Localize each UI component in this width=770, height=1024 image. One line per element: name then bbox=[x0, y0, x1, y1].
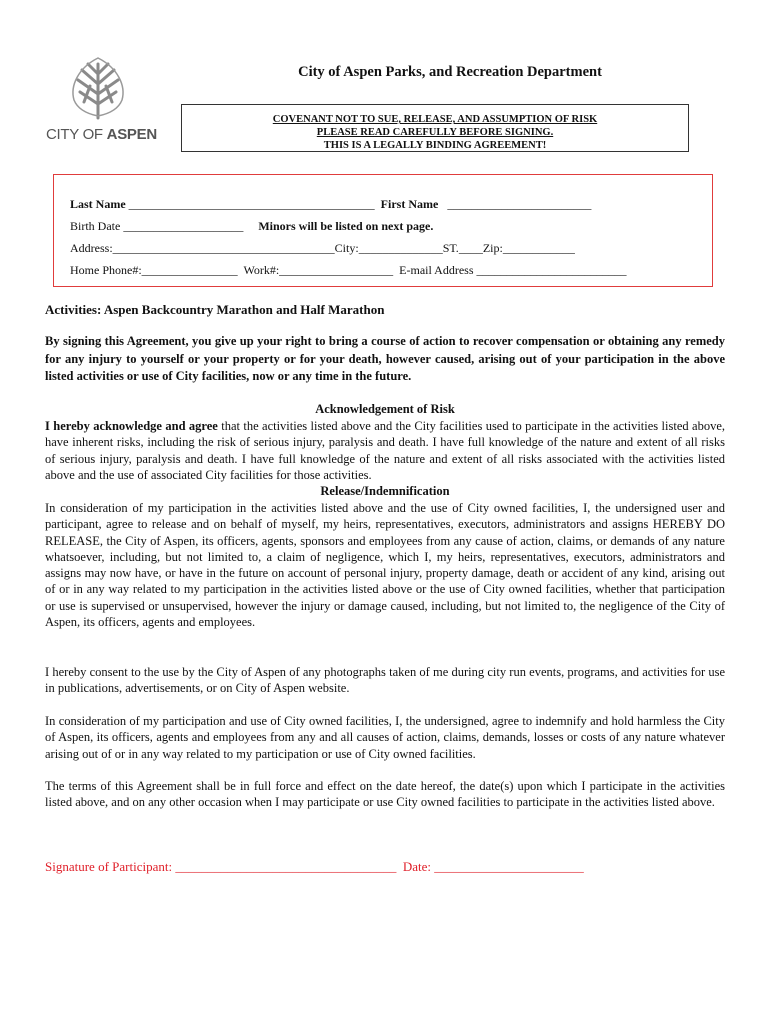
work-phone-label: Work#: bbox=[243, 263, 280, 277]
email-field[interactable]: _________________________ bbox=[476, 263, 627, 277]
acknowledgement-heading: Acknowledgement of Risk bbox=[315, 402, 455, 416]
birth-date-row bbox=[70, 219, 433, 234]
signature-field[interactable]: __________________________________ bbox=[175, 859, 397, 874]
date-label: Date: bbox=[396, 859, 435, 874]
release-paragraph: In consideration of my participation in the activities listed above and the use of City owned facilities, I, the undersigned user and participant, agree to release and on behalf of myself, my heirs, representatives, executors, administrators and assigns HEREBY DO RELEASE, the City of Aspen, its officers, agents, sponsors and employees from any cause of action, claims, or demands of any nature whatsoever, including, but not limited to, a claim of negligence, which I, my heirs, representatives, executors, administrators and assigns may now have, or have in the future on account of personal injury, property damage, death or accident of any kind, arising out of or in any way related to my participation in the activities listed above or the use of City owned facilities, whether that participation or use is supervised or unsupervised, however the injury or damage caused, including, but not limited to, the negligence of the City of Aspen, its officers, agents and employees. bbox=[45, 501, 725, 630]
home-phone-field[interactable]: ________________ bbox=[141, 263, 238, 277]
aspen-leaf-logo-icon bbox=[68, 56, 128, 122]
last-name-field[interactable]: _________________________________________ bbox=[128, 197, 375, 211]
terms-paragraph: The terms of this Agreement shall be in full force and effect on the date hereof, the date(s) upon which I participate in the activities listed above, and on any other occasion when I may participate or use City owned facilities to participate in the activities listed above. bbox=[45, 779, 725, 810]
minors-note: Minors will be listed on next page. bbox=[258, 219, 434, 233]
covenant-line-1: COVENANT NOT TO SUE, RELEASE, AND ASSUMPTION OF RISK bbox=[272, 114, 598, 125]
zip-field[interactable]: ____________ bbox=[502, 241, 575, 255]
photo-consent-paragraph: I hereby consent to the use by the City of Aspen of any photographs taken of me during city run events, programs, and activities for use in publications, advertisements, or on City of Aspen website. bbox=[45, 665, 725, 696]
state-label: ST. bbox=[442, 241, 459, 255]
city-label: City: bbox=[334, 241, 359, 255]
city-field[interactable]: ______________ bbox=[358, 241, 443, 255]
acknowledgement-paragraph bbox=[45, 418, 725, 483]
signature-label: Signature of Participant: bbox=[45, 859, 176, 874]
first-name-label: First Name bbox=[380, 197, 439, 211]
acknowledgement-lead: I hereby acknowledge and agree bbox=[45, 419, 218, 433]
home-phone-label: Home Phone#: bbox=[70, 263, 142, 277]
indemnify-paragraph: In consideration of my participation and use of City owned facilities, I, the undersigned, agree to indemnify and hold harmless the City of Aspen, its officers, agents and employees from any and all causes of action, claims, demands, losses or costs of any nature whatever arising out of or in any way related to my participation or use of City owned facilities. bbox=[45, 714, 725, 761]
name-row bbox=[70, 197, 591, 212]
covenant-line-3: THIS IS A LEGALLY BINDING AGREEMENT! bbox=[323, 140, 547, 151]
department-title: City of Aspen Parks, and Recreation Department bbox=[298, 64, 602, 80]
activities-line: Activities: Aspen Backcountry Marathon and Half Marathon bbox=[45, 302, 385, 317]
birth-date-field[interactable]: ____________________ bbox=[123, 219, 244, 233]
city-of-aspen-logo bbox=[46, 56, 157, 152]
birth-date-label: Birth Date bbox=[70, 219, 121, 233]
last-name-label: Last Name bbox=[70, 197, 126, 211]
phone-row bbox=[70, 263, 627, 278]
rights-warning: By signing this Agreement, you give up your right to bring a course of action to recover compensation or obtaining any remedy for any injury to yourself or your property or for your death, however caused, arising out of your participation in the above listed activities or use of City facilities, now or any time in the future. bbox=[45, 334, 725, 383]
signature-line bbox=[45, 859, 584, 875]
participant-info-box bbox=[53, 174, 713, 287]
address-field[interactable]: _____________________________________ bbox=[112, 241, 335, 255]
state-field[interactable]: ____ bbox=[458, 241, 483, 255]
covenant-line-2: PLEASE READ CAREFULLY BEFORE SIGNING. bbox=[316, 127, 554, 138]
address-label: Address: bbox=[70, 241, 113, 255]
first-name-field[interactable]: ________________________ bbox=[447, 197, 592, 211]
date-field[interactable]: _______________________ bbox=[434, 859, 584, 874]
release-heading: Release/Indemnification bbox=[320, 484, 450, 498]
email-label: E-mail Address bbox=[399, 263, 474, 277]
zip-label: Zip: bbox=[482, 241, 503, 255]
covenant-notice-box bbox=[181, 104, 689, 152]
acknowledgement-text: that the activities listed above and the City facilities used to participate in the activities listed above, have inherent risks, including the risk of serious injury, paralysis and death. I have full knowledge of the nature and extent of all risks of serious injury, paralysis and death. I have full knowledge of the nature and extent of all risks associated with the activities listed above and the use of associated City facilities for those activities. bbox=[45, 419, 725, 482]
address-row bbox=[70, 241, 575, 256]
logo-wordmark: CITY OF ASPEN bbox=[46, 126, 157, 143]
work-phone-field[interactable]: ___________________ bbox=[279, 263, 394, 277]
